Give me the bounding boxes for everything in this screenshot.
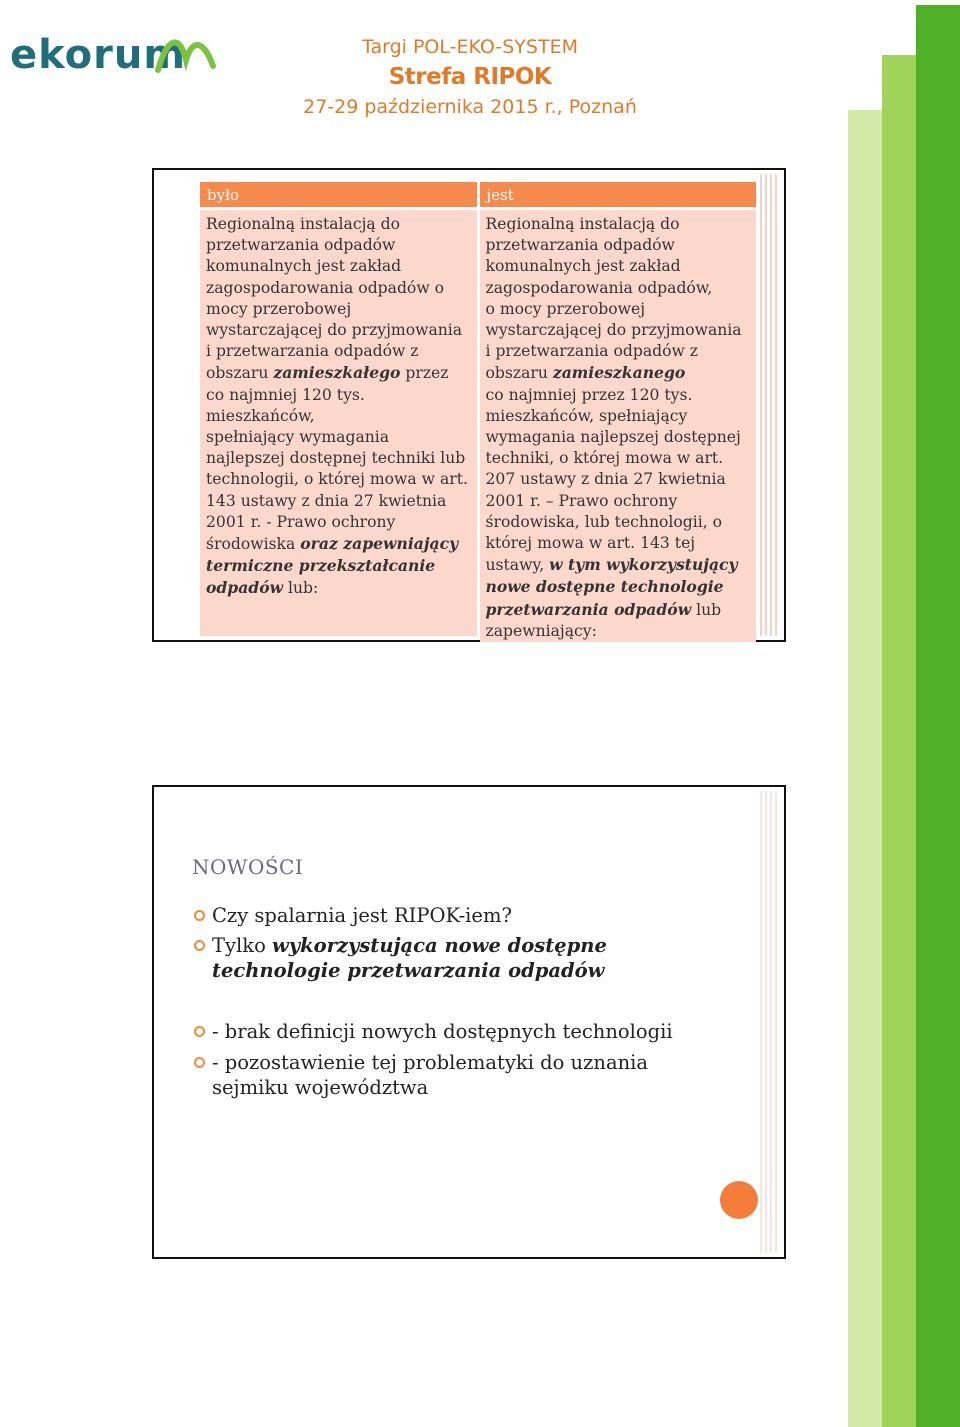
text-line xyxy=(486,554,751,576)
column-after xyxy=(480,182,757,640)
slide-comparison xyxy=(152,168,786,642)
slide-decoration xyxy=(760,791,780,1253)
orange-circle-icon xyxy=(720,1181,758,1219)
emphasis-text: odpadów xyxy=(206,578,284,598)
text-segment: środowiska, lub technologii, o xyxy=(485,512,723,531)
text-line xyxy=(486,427,751,448)
text-segment: - brak definicji nowych dostępnych technologii xyxy=(212,1020,673,1043)
text-segment: ustawy, xyxy=(485,556,550,575)
text-line xyxy=(486,448,751,469)
text-segment: której mowa w art. 143 tej xyxy=(485,534,696,553)
bullet-icon xyxy=(194,1057,205,1068)
text-segment: spełniający wymagania xyxy=(206,428,390,447)
text-line xyxy=(486,341,751,362)
event-zone: Strefa RIPOK xyxy=(388,64,552,90)
text-line xyxy=(206,362,471,384)
text-line xyxy=(486,533,751,554)
bullet-item xyxy=(194,1019,673,1044)
text-segment: najlepszej dostępnej techniki lub xyxy=(206,449,466,468)
slide-news xyxy=(152,785,786,1259)
text-line xyxy=(486,362,751,384)
slide-decoration xyxy=(760,174,780,636)
text-segment: przetwarzania odpadów xyxy=(206,236,396,255)
emphasis-text: w tym wykorzystujący xyxy=(549,555,738,575)
column-header-before: było xyxy=(200,182,477,207)
text-line xyxy=(486,278,751,299)
column-header-after: jest xyxy=(480,182,757,207)
text-segment: o mocy przerobowej xyxy=(485,299,646,318)
text-segment: obszaru xyxy=(206,364,274,383)
svg-text:ekorum: ekorum xyxy=(10,32,187,78)
text-line xyxy=(206,491,471,512)
text-line xyxy=(206,512,471,533)
text-segment: komunalnych jest zakład xyxy=(206,257,402,276)
text-segment: co najmniej przez 120 tys. xyxy=(485,385,693,404)
text-segment: przetwarzania odpadów xyxy=(485,236,675,255)
text-line xyxy=(206,256,471,277)
text-segment: lub: xyxy=(283,579,319,598)
text-line xyxy=(486,256,751,277)
text-segment: Regionalną instalacją do xyxy=(485,215,680,233)
text-segment: co najmniej 120 tys. xyxy=(206,385,365,404)
text-line xyxy=(206,278,471,299)
bullet-icon xyxy=(194,1026,205,1037)
bullet-item xyxy=(194,1050,648,1100)
bullet-icon xyxy=(194,940,205,951)
text-segment: środowiska xyxy=(206,535,301,554)
text-segment: technologii, o której mowa w art. xyxy=(206,470,468,489)
text-segment: przez xyxy=(400,364,449,383)
emphasis-text: nowe dostępne technologie xyxy=(485,577,724,597)
text-line xyxy=(206,555,471,577)
emphasis-text: oraz zapewniający xyxy=(300,534,459,554)
text-line xyxy=(206,235,471,256)
text-segment: obszaru xyxy=(485,364,553,383)
text-line xyxy=(486,576,751,598)
text-segment: lub xyxy=(691,600,722,619)
comparison-table xyxy=(200,182,756,640)
emphasis-text: zamieszkanego xyxy=(552,363,686,383)
text-line xyxy=(486,235,751,256)
text-line xyxy=(206,320,471,341)
text-line xyxy=(486,621,751,642)
text-line xyxy=(212,1050,648,1075)
text-segment: mieszkańców, xyxy=(206,406,315,425)
bullet-icon xyxy=(194,910,205,921)
text-line xyxy=(206,341,471,362)
text-line xyxy=(486,299,751,320)
text-line xyxy=(206,469,471,490)
text-line xyxy=(486,320,751,341)
emphasis-text: przetwarzania odpadów xyxy=(485,599,692,619)
text-segment: zagospodarowania odpadów o xyxy=(206,278,445,297)
text-line xyxy=(212,903,512,928)
text-segment: Regionalną instalacją do xyxy=(206,215,401,233)
text-line xyxy=(206,448,471,469)
text-segment: Tylko xyxy=(212,934,273,957)
bullet-item xyxy=(194,933,607,983)
column-text-after xyxy=(480,210,757,642)
text-segment: techniki, o której mowa w art. xyxy=(485,449,724,468)
text-segment: zagospodarowania odpadów, xyxy=(485,278,713,297)
text-segment: sejmiku województwa xyxy=(212,1076,429,1099)
slide-title: NOWOŚCI xyxy=(192,855,304,879)
text-line xyxy=(206,385,471,406)
text-segment: i przetwarzania odpadów z xyxy=(206,342,419,361)
text-segment: - pozostawienie tej problematyki do uznania xyxy=(212,1051,648,1074)
text-segment: 207 ustawy z dnia 27 kwietnia xyxy=(485,470,726,489)
text-segment: 143 ustawy z dnia 27 kwietnia xyxy=(206,491,447,510)
text-line xyxy=(212,933,607,958)
text-line xyxy=(206,214,471,235)
emphasis-text: zamieszkałego xyxy=(273,363,401,383)
text-line xyxy=(212,1075,648,1100)
event-date: 27-29 października 2015 r., Poznań xyxy=(303,96,637,118)
text-line xyxy=(206,533,471,555)
green-bar-dark xyxy=(916,5,960,1427)
green-bar-mid xyxy=(882,55,916,1427)
text-line xyxy=(486,406,751,427)
emphasis-text: termiczne przekształcanie xyxy=(206,556,436,576)
text-segment: komunalnych jest zakład xyxy=(485,257,681,276)
event-title: Targi POL-EKO-SYSTEM xyxy=(362,36,578,58)
text-segment: wystarczającej do przyjmowania xyxy=(206,321,463,340)
text-segment: wymagania najlepszej dostępnej xyxy=(485,428,741,447)
text-line xyxy=(206,299,471,320)
text-line xyxy=(486,385,751,406)
event-header xyxy=(290,34,650,121)
green-bar-light xyxy=(848,110,882,1427)
column-text-before xyxy=(200,210,477,636)
text-segment: zapewniający: xyxy=(485,621,597,640)
column-before xyxy=(200,182,477,636)
bullet-item xyxy=(194,903,512,928)
text-segment: mocy przerobowej xyxy=(206,299,352,318)
text-line xyxy=(206,427,471,448)
text-segment: 2001 r. – Prawo ochrony xyxy=(485,491,678,510)
text-line xyxy=(486,469,751,490)
text-line xyxy=(486,512,751,533)
text-line xyxy=(486,491,751,512)
text-segment: Czy spalarnia jest RIPOK-iem? xyxy=(212,904,512,927)
emphasis-text: technologie przetwarzania odpadów xyxy=(212,959,605,982)
text-line xyxy=(212,1019,673,1044)
text-segment: i przetwarzania odpadów z xyxy=(485,342,699,361)
emphasis-text: wykorzystująca nowe dostępne xyxy=(272,934,607,957)
text-line xyxy=(486,599,751,621)
text-line xyxy=(206,406,471,427)
text-line xyxy=(486,214,751,235)
text-line xyxy=(212,958,607,983)
text-segment: wystarczającej do przyjmowania xyxy=(485,321,742,340)
text-line xyxy=(206,577,471,599)
text-segment: mieszkańców, spełniający xyxy=(485,406,688,425)
ekorum-logo xyxy=(8,30,218,80)
text-segment: 2001 r. - Prawo ochrony xyxy=(206,512,396,531)
